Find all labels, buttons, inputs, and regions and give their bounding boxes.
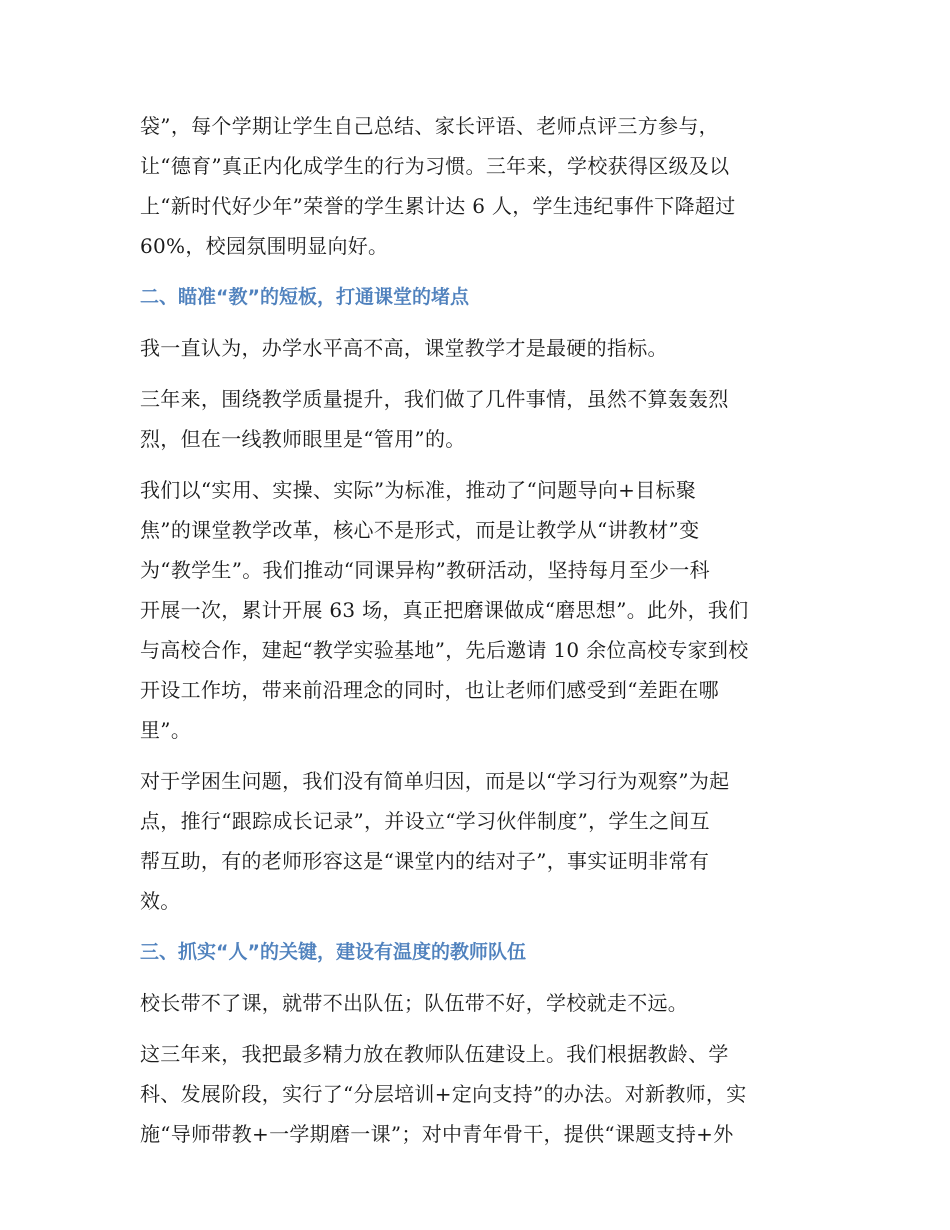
text-line: 效。 (140, 889, 181, 913)
paragraph-teaching-efforts (140, 379, 810, 459)
text-line: 我一直认为，办学水平高不高，课堂教学才是最硬的指标。 (140, 336, 668, 360)
text-line: 60%，校园氛围明显向好。 (140, 234, 389, 258)
text-line: 对于学困生问题，我们没有简单归因，而是以“学习行为观察”为起 (140, 769, 730, 793)
text-line: 开展一次，累计开展 63 场，真正把磨课做成“磨思想”。此外，我们 (140, 598, 749, 622)
text-line: 施“导师带教+一学期磨一课”；对中青年骨干，提供“课题支持+外 (140, 1122, 734, 1146)
paragraph-classroom-reform (140, 470, 810, 750)
section-heading-teachers: 三、抓实“人”的关键，建设有温度的教师队伍 (140, 941, 526, 963)
text-line: 上“新时代好少年”荣誉的学生累计达 6 人，学生违纪事件下降超过 (140, 194, 736, 218)
text-line: 点，推行“跟踪成长记录”，并设立“学习伙伴制度”，学生之间互 (140, 809, 710, 833)
text-line: 科、发展阶段，实行了“分层培训+定向支持”的办法。对新教师，实 (140, 1082, 747, 1106)
section-heading-teaching: 二、瞄准“教”的短板，打通课堂的堵点 (140, 286, 469, 308)
text-line: 焦”的课堂教学改革，核心不是形式，而是让教学从“讲教材”变 (140, 518, 700, 542)
text-line: 这三年来，我把最多精力放在教师队伍建设上。我们根据教龄、学 (140, 1042, 729, 1066)
paragraph-teacher-development (140, 1034, 810, 1154)
text-line: 为“教学生”。我们推动“同课异构”教研活动，坚持每月至少一科 (140, 558, 710, 582)
text-line: 我们以“实用、实操、实际”为标准，推动了“问题导向+目标聚 (140, 478, 697, 502)
text-line: 帮互助，有的老师形容这是“课堂内的结对子”，事实证明非常有 (140, 849, 710, 873)
paragraph-moral-education-results (140, 106, 810, 266)
paragraph-principal-belief (140, 983, 810, 1023)
text-line: 让“德育”真正内化成学生的行为习惯。三年来，学校获得区级及以 (140, 154, 730, 178)
paragraph-teaching-belief (140, 328, 810, 368)
paragraph-struggling-students (140, 761, 810, 921)
text-line: 与高校合作，建起“教学实验基地”，先后邀请 10 余位高校专家到校 (140, 638, 749, 662)
text-line: 开设工作坊，带来前沿理念的同时，也让老师们感受到“差距在哪 (140, 678, 719, 702)
text-line: 里”。 (140, 718, 192, 742)
text-line: 烈，但在一线教师眼里是“管用”的。 (140, 427, 466, 451)
text-line: 校长带不了课，就带不出队伍；队伍带不好，学校就走不远。 (140, 991, 689, 1015)
text-line: 袋”，每个学期让学生自己总结、家长评语、老师点评三方参与， (140, 114, 719, 138)
text-line: 三年来，围绕教学质量提升，我们做了几件事情，虽然不算轰轰烈 (140, 387, 729, 411)
